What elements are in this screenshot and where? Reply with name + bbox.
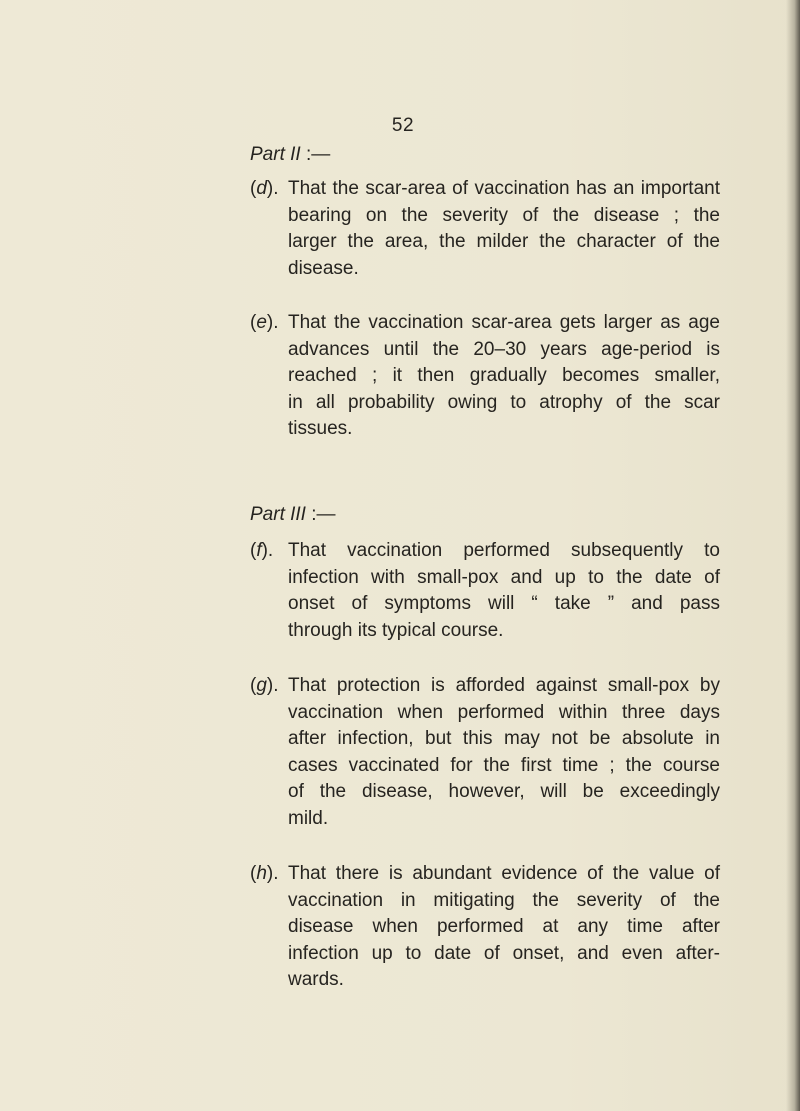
text-line: after infection, but this may not be absolute in [288,728,720,749]
paragraph-g-label: (g). [250,675,279,696]
text-line: bearing on the severity of the disease ; the [288,204,720,226]
paragraph-f-letter: f [256,540,262,561]
paragraph-f [250,538,720,644]
paragraph-h-text [288,861,720,994]
paragraph-d-label: (d). [250,178,279,199]
part-iii-title: Part III [250,504,306,525]
paragraph-g-letter: g [256,675,267,696]
text-line: disease when performed at any time after [288,916,720,937]
page-edge-shadow [786,0,800,1111]
page-number: 52 [391,115,415,136]
paragraph-d-letter: d [256,178,267,199]
text-line: mild. [288,807,329,829]
text-line: through its typical course. [288,619,504,641]
part-ii-title: Part II [250,144,301,165]
text-line: vaccination when performed within three days [288,701,720,723]
text-line: onset of symptoms will “ take ” and pass [288,593,720,614]
text-line: of the disease, however, will be exceedingly [288,781,720,802]
text-line: in all probability owing to atrophy of the scar [288,391,720,413]
text-line: disease. [288,257,359,279]
paragraph-e-letter: e [256,312,267,333]
text-line: vaccination in mitigating the severity of the [288,889,720,911]
paragraph-e-text [288,310,720,443]
part-ii-heading [250,142,330,168]
paragraph-d [250,176,720,282]
text-line: That the scar-area of vaccination has an important [288,178,720,199]
paragraph-e [250,310,720,443]
text-line: That the vaccination scar-area gets larger as age [288,312,720,333]
text-line: wards. [288,969,344,990]
paragraph-g [250,673,720,832]
paragraph-h [250,861,720,994]
text-line: advances until the 20–30 years age-period is [288,338,720,360]
paragraph-h-letter: h [256,863,267,884]
text-line: tissues. [288,418,353,439]
text-line: reached ; it then gradually becomes smaller, [288,365,720,386]
part-iii-heading [250,502,336,528]
paragraph-f-text [288,538,720,644]
text-line: larger the area, the milder the character of the [288,231,720,252]
paragraph-f-label: (f). [250,540,274,561]
part-ii-suffix: :— [305,144,331,165]
part-iii-suffix: :— [311,504,336,525]
paragraph-e-label: (e). [250,312,279,333]
text-line: That vaccination performed subsequently to [288,540,720,561]
text-line: infection up to date of onset, and even after- [288,942,720,964]
text-line: That protection is afforded against small-pox by [288,675,720,696]
text-line: infection with small-pox and up to the date of [288,566,720,588]
text-line: cases vaccinated for the first time ; the course [288,754,720,776]
paragraph-d-text [288,176,720,282]
text-line: That there is abundant evidence of the value of [288,863,720,884]
paragraph-h-label: (h). [250,863,279,884]
paragraph-g-text [288,673,720,832]
